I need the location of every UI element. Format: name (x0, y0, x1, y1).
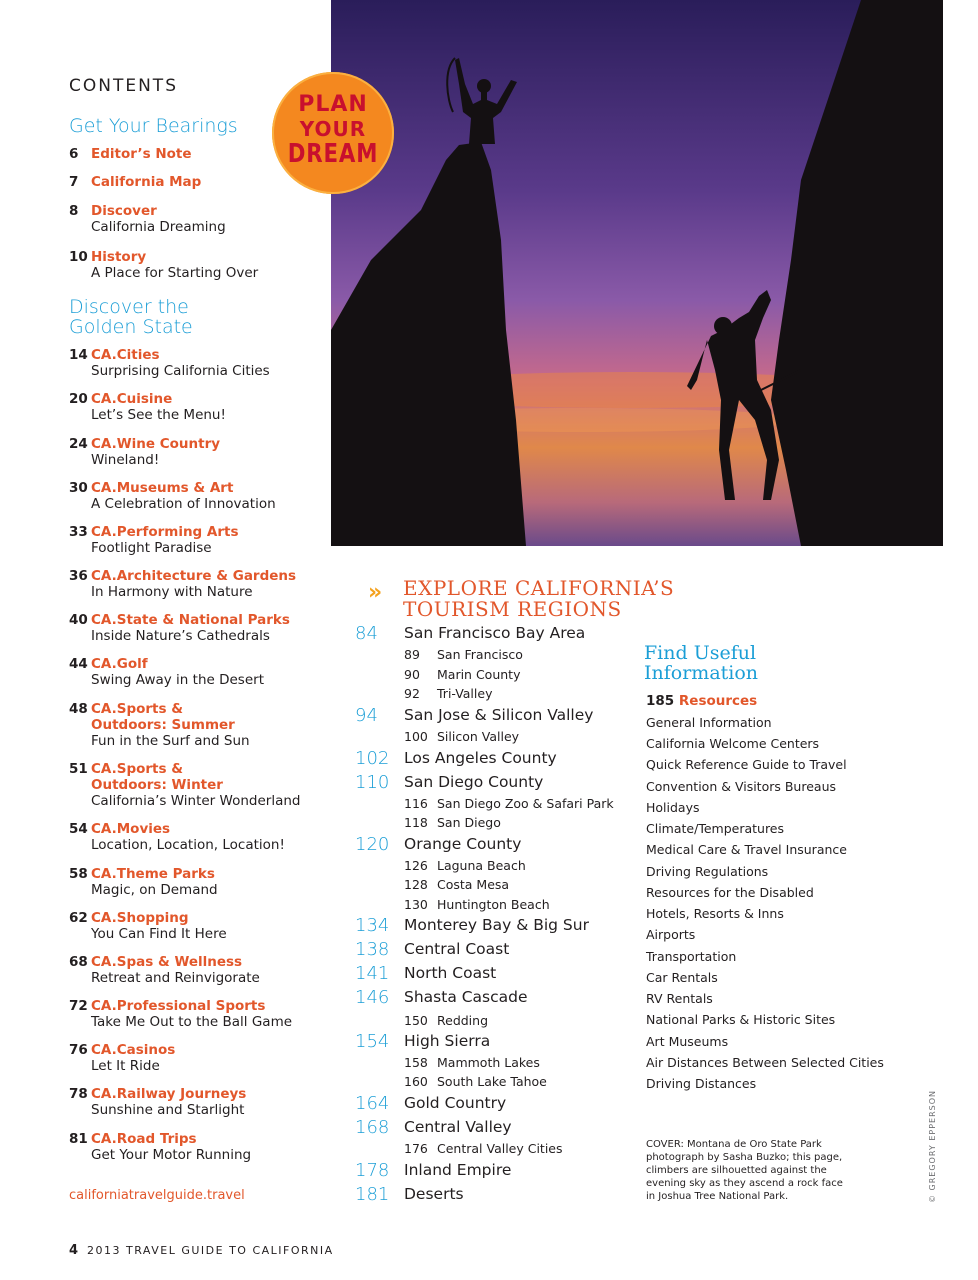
toc-title: History (91, 249, 147, 265)
subregion-name: Huntington Beach (437, 897, 550, 912)
subregion-entry[interactable] (404, 858, 526, 873)
region-name: Los Angeles County (404, 749, 557, 767)
region-name: Inland Empire (404, 1161, 512, 1179)
toc-title: California Map (91, 174, 202, 190)
subregion-name: San Francisco (437, 647, 523, 662)
toc-subtitle: California Dreaming (91, 219, 226, 235)
subregion-name: Central Valley Cities (437, 1141, 563, 1156)
toc-title: CA.Architecture & Gardens (91, 568, 297, 584)
toc-subtitle: Get Your Motor Running (91, 1147, 252, 1163)
toc-subtitle: Wineland! (91, 452, 160, 468)
find-information-heading: Find Useful Information (644, 642, 759, 684)
toc-subtitle: In Harmony with Nature (91, 584, 253, 600)
toc-entry[interactable] (69, 568, 319, 600)
region-page-number: 168 (355, 1117, 390, 1138)
region-page-number: 178 (355, 1160, 390, 1181)
toc-title: CA.Movies (91, 821, 171, 837)
subregion-name: Costa Mesa (437, 877, 510, 892)
toc-entry[interactable] (69, 998, 319, 1030)
region-page-number: 141 (355, 963, 390, 984)
subregion-entry[interactable] (404, 667, 520, 682)
region-page-number: 154 (355, 1031, 390, 1052)
toc-subtitle: California’s Winter Wonderland (91, 793, 301, 809)
toc-page-number: 78 (69, 1086, 88, 1102)
toc-page-number: 48 (69, 701, 88, 717)
resource-item[interactable]: RV Rentals (646, 991, 713, 1006)
region-name: Monterey Bay & Big Sur (404, 916, 589, 934)
toc-page-number: 68 (69, 954, 88, 970)
toc-page-number: 76 (69, 1042, 88, 1058)
toc-page-number: 62 (69, 910, 88, 926)
toc-entry[interactable] (69, 480, 319, 512)
toc-title: CA.Road Trips (91, 1131, 197, 1147)
photo-credit: © GREGORY EPPERSON (928, 1089, 937, 1203)
toc-entry[interactable] (69, 701, 319, 749)
region-page-number: 120 (355, 834, 390, 855)
toc-entry[interactable] (69, 761, 319, 809)
region-page-number: 84 (355, 623, 378, 644)
subregion-entry[interactable] (404, 815, 501, 830)
region-page-number: 138 (355, 939, 390, 960)
toc-subtitle: You Can Find It Here (91, 926, 227, 942)
toc-subtitle: Magic, on Demand (91, 882, 218, 898)
toc-subtitle: Footlight Paradise (91, 540, 212, 556)
resource-item[interactable]: California Welcome Centers (646, 736, 820, 751)
toc-page-number: 44 (69, 656, 88, 672)
subregion-entry[interactable] (404, 1013, 488, 1028)
region-name: Deserts (404, 1185, 464, 1203)
toc-entry[interactable] (69, 656, 319, 688)
subregion-name: Tri-Valley (437, 686, 493, 701)
subregion-page-number: 126 (404, 858, 428, 873)
subregion-name: Redding (437, 1013, 489, 1028)
toc-page-number: 20 (69, 391, 88, 407)
badge-line-3: DREAM (287, 139, 379, 169)
website-link[interactable]: californiatravelguide.travel (69, 1188, 245, 1203)
toc-title: CA.Professional Sports (91, 998, 266, 1014)
subregion-name: Marin County (437, 667, 521, 682)
toc-entry[interactable] (69, 1131, 319, 1163)
badge-line-1: PLAN (298, 92, 368, 117)
region-name: San Jose & Silicon Valley (404, 706, 594, 724)
subregion-page-number: 160 (404, 1074, 428, 1089)
resource-item[interactable]: Hotels, Resorts & Inns (646, 906, 784, 921)
toc-title: CA.Museums & Art (91, 480, 234, 496)
subregion-name: South Lake Tahoe (437, 1074, 547, 1089)
toc-entry[interactable] (69, 146, 319, 162)
toc-page-number: 51 (69, 761, 88, 777)
subregion-entry[interactable] (404, 1055, 540, 1070)
toc-subtitle: Inside Nature’s Cathedrals (91, 628, 270, 644)
toc-subtitle: Swing Away in the Desert (91, 672, 264, 688)
toc-title: Editor’s Note (91, 146, 192, 162)
climbers-photo (331, 0, 943, 546)
region-name: North Coast (404, 964, 497, 982)
region-page-number: 146 (355, 987, 390, 1008)
subregion-name: Silicon Valley (437, 729, 520, 744)
subregion-entry[interactable] (404, 647, 523, 662)
toc-entry[interactable] (69, 249, 319, 281)
toc-page-number: 14 (69, 347, 88, 363)
toc-page-number: 36 (69, 568, 88, 584)
toc-title: CA.Sports & Outdoors: Summer (91, 701, 235, 733)
toc-entry[interactable] (69, 821, 319, 853)
toc-page-number: 33 (69, 524, 88, 540)
resource-item[interactable]: Driving Distances (646, 1076, 757, 1091)
subregion-name: Mammoth Lakes (437, 1055, 540, 1070)
toc-title: CA.Cities (91, 347, 160, 363)
resource-item[interactable]: Quick Reference Guide to Travel (646, 757, 847, 772)
subregion-name: San Diego (437, 815, 501, 830)
region-name: Central Coast (404, 940, 510, 958)
resource-item[interactable]: Airports (646, 927, 696, 942)
toc-entry[interactable] (69, 347, 319, 379)
resource-item[interactable]: Transportation (646, 949, 737, 964)
section-heading-golden-state: Discover the Golden State (69, 296, 193, 338)
toc-title: CA.Shopping (91, 910, 189, 926)
toc-entry[interactable] (69, 174, 319, 190)
toc-entry[interactable] (69, 954, 319, 986)
toc-entry[interactable] (69, 1086, 319, 1118)
toc-subtitle: A Celebration of Innovation (91, 496, 276, 512)
toc-title: CA.State & National Parks (91, 612, 290, 628)
region-name: Shasta Cascade (404, 988, 528, 1006)
toc-entry[interactable] (69, 1042, 319, 1074)
toc-page-number: 10 (69, 249, 88, 265)
toc-subtitle: Location, Location, Location! (91, 837, 285, 853)
resources-entry[interactable] (646, 693, 757, 709)
subregion-page-number: 118 (404, 815, 428, 830)
resource-item[interactable]: Climate/Temperatures (646, 821, 785, 836)
toc-page-number: 40 (69, 612, 88, 628)
toc-page-number: 6 (69, 146, 79, 162)
region-name: Orange County (404, 835, 522, 853)
toc-title: Discover (91, 203, 157, 219)
resource-item[interactable]: Car Rentals (646, 970, 718, 985)
toc-title: CA.Sports & Outdoors: Winter (91, 761, 223, 793)
subregion-page-number: 176 (404, 1141, 428, 1156)
subregion-page-number: 158 (404, 1055, 428, 1070)
resource-item[interactable]: Air Distances Between Selected Cities (646, 1055, 884, 1070)
toc-entry[interactable] (69, 612, 319, 644)
resource-item[interactable]: Art Museums (646, 1034, 729, 1049)
toc-entry[interactable] (69, 391, 319, 423)
toc-entry[interactable] (69, 436, 319, 468)
subregion-name: Laguna Beach (437, 858, 526, 873)
toc-title: CA.Cuisine (91, 391, 173, 407)
toc-page-number: 24 (69, 436, 88, 452)
toc-page-number: 58 (69, 866, 88, 882)
double-chevron-icon: » (368, 580, 383, 605)
region-name: San Francisco Bay Area (404, 624, 586, 642)
resource-item[interactable]: General Information (646, 715, 772, 730)
resource-item[interactable]: Resources for the Disabled (646, 885, 814, 900)
contents-heading: CONTENTS (69, 76, 178, 96)
explore-regions-heading: EXPLORE CALIFORNIA’S TOURISM REGIONS (403, 576, 675, 621)
resource-item[interactable]: Convention & Visitors Bureaus (646, 779, 837, 794)
region-name: Gold Country (404, 1094, 507, 1112)
region-page-number: 181 (355, 1184, 390, 1205)
toc-page-number: 8 (69, 203, 79, 219)
toc-title: CA.Spas & Wellness (91, 954, 243, 970)
resource-item[interactable]: Holidays (646, 800, 700, 815)
running-footer: 2013 TRAVEL GUIDE TO CALIFORNIA (87, 1244, 334, 1257)
toc-title: CA.Performing Arts (91, 524, 239, 540)
toc-subtitle: Fun in the Surf and Sun (91, 733, 250, 749)
cover-caption: COVER: Montana de Oro State Park photograph by Sasha Buzko; this page, climbers are silhouetted against the evening sky as they ascend a rock face in Joshua Tree National Park. (646, 1139, 843, 1202)
page-number: 4 (69, 1243, 79, 1258)
subregion-entry[interactable] (404, 1141, 563, 1156)
toc-page-number: 81 (69, 1131, 88, 1147)
subregion-page-number: 90 (404, 667, 420, 682)
toc-subtitle: Let’s See the Menu! (91, 407, 226, 423)
subregion-name: San Diego Zoo & Safari Park (437, 796, 614, 811)
toc-entry[interactable] (69, 524, 319, 556)
toc-page-number: 54 (69, 821, 88, 837)
resource-item[interactable]: National Parks & Historic Sites (646, 1012, 836, 1027)
resource-item[interactable]: Medical Care & Travel Insurance (646, 842, 847, 857)
toc-subtitle: Let It Ride (91, 1058, 160, 1074)
subregion-entry[interactable] (404, 686, 492, 701)
toc-title: CA.Golf (91, 656, 148, 672)
resources-page-number: 185 (646, 693, 675, 709)
toc-subtitle: Take Me Out to the Ball Game (91, 1014, 293, 1030)
section-heading-bearings: Get Your Bearings (69, 115, 238, 137)
subregion-page-number: 150 (404, 1013, 428, 1028)
toc-subtitle: A Place for Starting Over (91, 265, 259, 281)
toc-page-number: 30 (69, 480, 88, 496)
toc-page-number: 7 (69, 174, 79, 190)
badge-line-2: YOUR (299, 117, 367, 141)
subregion-entry[interactable] (404, 729, 519, 744)
subregion-entry[interactable] (404, 796, 614, 811)
toc-subtitle: Surprising California Cities (91, 363, 270, 379)
subregion-page-number: 89 (404, 647, 420, 662)
subregion-page-number: 128 (404, 877, 428, 892)
toc-entry[interactable] (69, 866, 319, 898)
subregion-entry[interactable] (404, 877, 509, 892)
toc-subtitle: Retreat and Reinvigorate (91, 970, 260, 986)
region-page-number: 102 (355, 748, 390, 769)
resource-item[interactable]: Driving Regulations (646, 864, 769, 879)
toc-title: CA.Casinos (91, 1042, 176, 1058)
subregion-page-number: 130 (404, 897, 428, 912)
resources-title: Resources (678, 693, 758, 709)
subregion-page-number: 100 (404, 729, 428, 744)
subregion-page-number: 116 (404, 796, 428, 811)
subregion-entry[interactable] (404, 1074, 547, 1089)
toc-title: CA.Theme Parks (91, 866, 215, 882)
toc-entry[interactable] (69, 910, 319, 942)
toc-subtitle: Sunshine and Starlight (91, 1102, 245, 1118)
region-name: Central Valley (404, 1118, 512, 1136)
subregion-entry[interactable] (404, 897, 550, 912)
toc-entry[interactable] (69, 203, 319, 235)
climbers-silhouette-image (331, 0, 943, 546)
region-page-number: 134 (355, 915, 390, 936)
toc-title: CA.Railway Journeys (91, 1086, 247, 1102)
subregion-page-number: 92 (404, 686, 420, 701)
toc-page-number: 72 (69, 998, 88, 1014)
region-page-number: 110 (355, 772, 390, 793)
region-name: San Diego County (404, 773, 544, 791)
region-name: High Sierra (404, 1032, 491, 1050)
region-page-number: 94 (355, 705, 378, 726)
toc-title: CA.Wine Country (91, 436, 221, 452)
region-page-number: 164 (355, 1093, 390, 1114)
